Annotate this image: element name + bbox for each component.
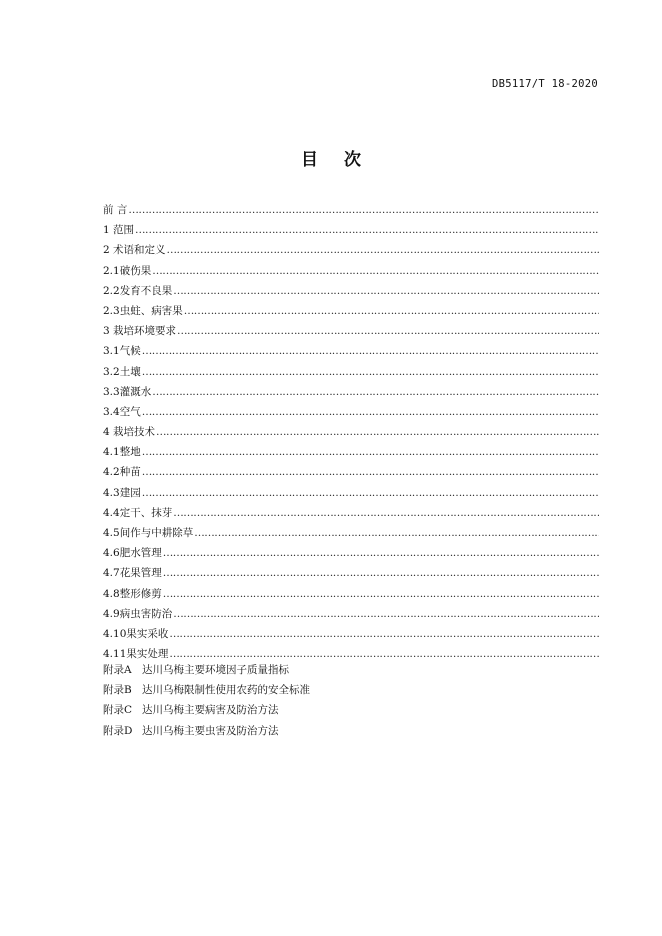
toc-entry-3-1[interactable]: [103, 341, 599, 361]
toc-entry-4-3[interactable]: [103, 483, 599, 503]
toc-entry-4-4[interactable]: [103, 503, 599, 523]
appendix-list: [103, 660, 599, 741]
dot-leader: [163, 584, 599, 604]
toc-entry-label: 2.1破伤果: [103, 264, 152, 277]
dot-leader: [152, 382, 599, 402]
title-part-2: 次: [344, 150, 361, 170]
appendix-title: 达川乌梅主要环境因子质量指标: [142, 664, 289, 676]
appendix-entry-a[interactable]: [103, 660, 599, 680]
dot-leader: [173, 281, 599, 301]
toc-entry-4-8[interactable]: [103, 584, 599, 604]
dot-leader: [156, 422, 599, 442]
toc-entry-3-2[interactable]: [103, 362, 599, 382]
toc-entry-label: 2 术语和定义: [103, 244, 166, 257]
toc-entry-label: 4.9病虫害防治: [103, 607, 173, 620]
dot-leader: [184, 301, 599, 321]
toc-entry-scope[interactable]: [103, 220, 599, 240]
appendix-title: 达川乌梅主要病害及防治方法: [142, 704, 279, 717]
dot-leader: [173, 503, 599, 523]
toc-entry-label: 1 范围: [103, 224, 135, 237]
toc-entry-4-9[interactable]: [103, 604, 599, 624]
toc-entry-3-4[interactable]: [103, 402, 599, 422]
dot-leader: [142, 341, 599, 361]
toc-entry-label: 4.10果实采收: [103, 627, 169, 640]
toc-entry-3[interactable]: [103, 321, 599, 341]
dot-leader: [142, 483, 599, 503]
toc-entry-4-5[interactable]: [103, 523, 599, 543]
toc-entry-label: 3 栽培环境要求: [103, 325, 177, 338]
dot-leader: [152, 261, 599, 281]
appendix-key: 附录B: [103, 684, 132, 697]
toc-entry-4-2[interactable]: [103, 462, 599, 482]
toc-entry-foreword[interactable]: [103, 200, 599, 220]
dot-leader: [142, 442, 599, 462]
dot-leader: [142, 402, 599, 422]
appendix-key: 附录C: [103, 704, 133, 717]
title-part-1: 目: [301, 150, 318, 170]
dot-leader: [173, 604, 599, 624]
dot-leader: [169, 624, 599, 644]
dot-leader: [163, 563, 599, 583]
toc-entry-label: 3.2土壤: [103, 365, 141, 378]
appendix-entry-d[interactable]: [103, 721, 599, 741]
appendix-key: 附录D: [103, 724, 133, 737]
dot-leader: [163, 543, 599, 563]
toc-entry-label: 3.4空气: [103, 405, 141, 418]
toc-entry-4[interactable]: [103, 422, 599, 442]
toc-entry-label: 4.3建园: [103, 486, 141, 499]
toc-entry-label: 4.4定干、抹芽: [103, 506, 173, 519]
dot-leader: [128, 200, 599, 220]
toc-entry-label: 前 言: [103, 204, 128, 216]
toc-entry-terms[interactable]: [103, 240, 599, 260]
dot-leader: [194, 523, 599, 543]
toc-entry-4-1[interactable]: [103, 442, 599, 462]
toc-entry-label: 4.5间作与中耕除草: [103, 527, 194, 539]
toc-entry-label: 4.8整形修剪: [103, 587, 162, 600]
toc-entry-2-3[interactable]: [103, 301, 599, 321]
toc-entry-label: 2.3虫蛀、病害果: [103, 304, 183, 317]
appendix-title: 达川乌梅主要虫害及防治方法: [142, 724, 279, 737]
appendix-entry-c[interactable]: [103, 700, 599, 720]
toc-entry-4-7[interactable]: [103, 563, 599, 583]
toc-entry-label: 2.2发育不良果: [103, 284, 173, 297]
toc-entry-4-6[interactable]: [103, 543, 599, 563]
dot-leader: [167, 240, 599, 260]
dot-leader: [135, 220, 599, 240]
toc-entry-label: 4.1整地: [103, 446, 141, 459]
toc-entry-label: 4 栽培技术: [103, 426, 156, 439]
toc-entry-label: 3.1气候: [103, 345, 141, 358]
toc-entry-2-2[interactable]: [103, 281, 599, 301]
dot-leader: [177, 321, 599, 341]
dot-leader: [142, 462, 599, 482]
toc-entry-label: 3.3灌溉水: [103, 385, 152, 398]
toc-entry-label: 4.6肥水管理: [103, 547, 162, 560]
toc-entry-label: 4.7花果管理: [103, 567, 162, 580]
toc-entry-2-1[interactable]: [103, 261, 599, 281]
toc-entry-label: 4.2种苗: [103, 466, 141, 479]
page-title: [0, 145, 662, 170]
table-of-contents: [103, 200, 599, 664]
appendix-key: 附录A: [103, 664, 132, 676]
toc-entry-4-10[interactable]: [103, 624, 599, 644]
appendix-title: 达川乌梅限制性使用农药的安全标准: [142, 684, 310, 697]
appendix-entry-b[interactable]: [103, 680, 599, 700]
toc-entry-label: 4.11果实处理: [103, 648, 169, 661]
dot-leader: [142, 362, 599, 382]
document-code: DB5117/T 18-2020: [492, 78, 598, 90]
toc-entry-3-3[interactable]: [103, 382, 599, 402]
